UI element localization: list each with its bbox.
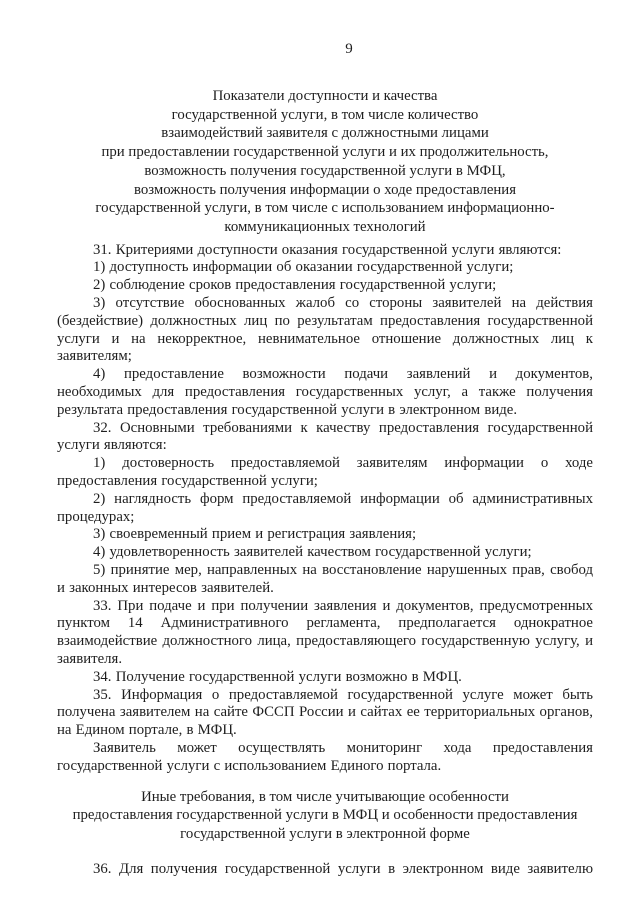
list-item-1b: 1) достоверность предоставляемой заявителям информации о ходе предоставления государственной услуги; bbox=[57, 455, 593, 489]
heading-line: возможность получения информации о ходе предоставления bbox=[133, 181, 517, 198]
subheading-line: Иные требования, в том числе учитывающие особенности bbox=[141, 788, 509, 805]
page-content bbox=[57, 87, 593, 878]
list-item-2b: 2) наглядность форм предоставляемой информации об административных процедурах; bbox=[57, 490, 593, 525]
heading-line: взаимодействий заявителя с должностными лицами bbox=[161, 125, 489, 142]
page-number: 9 bbox=[345, 41, 353, 57]
paragraph-32: 32. Основными требованиями к качеству предоставления государственной услуги являются: bbox=[57, 419, 593, 454]
list-item-1: 1) доступность информации об оказании государственной услуги; bbox=[93, 259, 514, 276]
list-item-3b: 3) своевременный прием и регистрация заявления; bbox=[93, 526, 417, 543]
heading-line: государственной услуги, в том числе с использованием информационно- bbox=[95, 200, 555, 217]
paragraph-34: 34. Получение государственной услуги возможно в МФЦ. bbox=[93, 668, 462, 685]
list-item-2: 2) соблюдение сроков предоставления государственной услуги; bbox=[93, 277, 497, 294]
heading-line: Показатели доступности и качества bbox=[212, 88, 438, 104]
list-item-5b: 5) принятие мер, направленных на восстановление нарушенных прав, свобод и законных интересов заявителей. bbox=[57, 561, 593, 596]
section-subheading bbox=[57, 788, 593, 844]
heading-line: государственной услуги, в том числе количество bbox=[171, 106, 479, 123]
paragraph-35: 35. Информация о предоставляемой государственной услуге может быть получена заявителем на сайте ФССП России и сайтах ее территориальных органов, на Едином портале, в МФЦ. bbox=[57, 686, 593, 739]
heading-line: при предоставлении государственной услуги и их продолжительность, bbox=[101, 144, 549, 161]
paragraph-31: 31. Критериями доступности оказания государственной услуги являются: bbox=[93, 241, 562, 258]
heading-line: возможность получения государственной услуги в МФЦ, bbox=[144, 162, 506, 179]
subheading-line: государственной услуги в электронной форме bbox=[180, 825, 470, 842]
heading-line: коммуникационных технологий bbox=[224, 218, 426, 235]
list-item-4b: 4) удовлетворенность заявителей качеством государственной услуги; bbox=[93, 544, 532, 561]
section-heading bbox=[57, 87, 593, 237]
body-text bbox=[57, 242, 593, 776]
subheading-line: предоставления государственной услуги в МФЦ и особенности предоставления bbox=[72, 807, 578, 824]
paragraph-monitoring: Заявитель может осуществлять мониторинг хода предоставления государственной услуги с использованием Единого портала. bbox=[57, 739, 593, 774]
list-item-4: 4) предоставление возможности подачи заявлений и документов, необходимых для предоставления государственных услуг, а также получения результата предоставления государственной услуги в электронном виде. bbox=[57, 366, 593, 418]
paragraph-36: 36. Для получения государственной услуги в электронном виде заявителю bbox=[93, 860, 593, 877]
paragraph-33: 33. При подаче и при получении заявления и документов, предусмотренных пунктом 14 Административного регламента, предполагается однократное взаимодействие должностного лица, предоставляющего государственную услугу, и заявителя. bbox=[57, 597, 593, 667]
list-item-3: 3) отсутствие обоснованных жалоб со стороны заявителей на действия (бездействие) должностных лиц по результатам предоставления государственной услуги и на некорректное, невнимательное отношение должностных лиц к заявителям; bbox=[57, 295, 593, 365]
